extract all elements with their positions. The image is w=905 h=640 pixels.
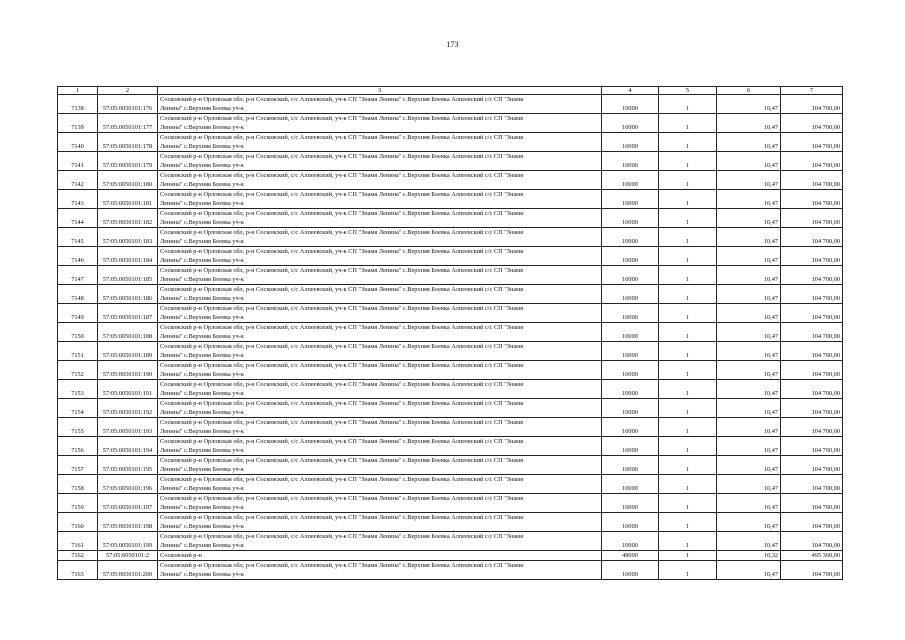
rate-cell: 10,47 <box>717 561 781 580</box>
table-row <box>58 380 843 399</box>
rate-cell: 10,47 <box>717 513 781 532</box>
table-row <box>58 399 843 418</box>
rate-cell: 10,47 <box>717 380 781 399</box>
row-number-cell: 7161 <box>58 532 98 551</box>
total-cell: 104 700,00 <box>781 171 843 190</box>
description-cell <box>158 95 602 114</box>
total-cell: 104 700,00 <box>781 152 843 171</box>
table-row <box>58 513 843 532</box>
description-cell <box>158 475 602 494</box>
area-cell: 10000 <box>602 152 659 171</box>
total-cell: 104 700,00 <box>781 561 843 580</box>
area-cell: 10000 <box>602 114 659 133</box>
area-cell: 10000 <box>602 342 659 361</box>
total-cell: 104 700,00 <box>781 95 843 114</box>
total-cell: 104 700,00 <box>781 285 843 304</box>
description-line-2: Ленина" с.Верхняя Боевка уч-к <box>160 219 244 226</box>
description-line-2: Ленина" с.Верхняя Боевка уч-к <box>160 523 244 530</box>
total-cell: 104 700,00 <box>781 133 843 152</box>
count-cell: 1 <box>659 342 717 361</box>
table-row <box>58 494 843 513</box>
area-cell: 10000 <box>602 95 659 114</box>
rate-cell: 10,47 <box>717 171 781 190</box>
description-cell <box>158 494 602 513</box>
cadastral-number-cell: 57:05:0050101:191 <box>98 380 158 399</box>
row-number-cell: 7140 <box>58 133 98 152</box>
area-cell: 10000 <box>602 494 659 513</box>
count-cell: 1 <box>659 418 717 437</box>
description-cell <box>158 152 602 171</box>
description-line-1: Сосковский р-н Орловская обл, р-н Сосковский, с/с Алпеевский, уч-к СП "Знамя Ленина" с.Верхняя Боевка Алпеевский с/с СП "Знамя <box>160 381 524 388</box>
description-line-2: Ленина" с.Верхняя Боевка уч-к <box>160 105 244 112</box>
cadastral-number-cell: 57:05:0050101:194 <box>98 437 158 456</box>
description-line-1: Сосковский р-н Орловская обл, р-н Сосковский, с/с Алпеевский, уч-к СП "Знамя Ленина" с.Верхняя Боевка Алпеевский с/с СП "Знамя <box>160 400 524 407</box>
description-line-1: Сосковский р-н Орловская обл, р-н Сосковский, с/с Алпеевский, уч-к СП "Знамя Ленина" с.Верхняя Боевка Алпеевский с/с СП "Знамя <box>160 248 524 255</box>
rate-cell: 10,47 <box>717 209 781 228</box>
count-cell: 1 <box>659 171 717 190</box>
description-line-2: Ленина" с.Верхняя Боевка уч-к <box>160 143 244 150</box>
description-cell <box>158 133 602 152</box>
row-number-cell: 7162 <box>58 551 98 561</box>
table-row <box>58 266 843 285</box>
description-line-1: Сосковский р-н Орловская обл, р-н Сосковский, с/с Алпеевский, уч-к СП "Знамя Ленина" с.Верхняя Боевка Алпеевский с/с СП "Знамя <box>160 562 524 569</box>
description-line-1: Сосковский р-н Орловская обл, р-н Сосковский, с/с Алпеевский, уч-к СП "Знамя Ленина" с.Верхняя Боевка Алпеевский с/с СП "Знамя <box>160 324 524 331</box>
description-line-1: Сосковский р-н Орловская обл, р-н Сосковский, с/с Алпеевский, уч-к СП "Знамя Ленина" с.Верхняя Боевка Алпеевский с/с СП "Знамя <box>160 96 524 103</box>
count-cell: 1 <box>659 304 717 323</box>
description-cell <box>158 361 602 380</box>
count-cell: 1 <box>659 399 717 418</box>
count-cell: 1 <box>659 228 717 247</box>
count-cell: 1 <box>659 285 717 304</box>
description-line-1: Сосковский р-н Орловская обл, р-н Сосковский, с/с Алпеевский, уч-к СП "Знамя Ленина" с.Верхняя Боевка Алпеевский с/с СП "Знамя <box>160 362 524 369</box>
column-header-1: 1 <box>58 87 98 95</box>
rate-cell: 10,47 <box>717 266 781 285</box>
description-line-2: Ленина" с.Верхняя Боевка уч-к <box>160 257 244 264</box>
description-line-2: Ленина" с.Верхняя Боевка уч-к <box>160 276 244 283</box>
total-cell: 104 700,00 <box>781 247 843 266</box>
row-number-cell: 7148 <box>58 285 98 304</box>
count-cell: 1 <box>659 247 717 266</box>
rate-cell: 10,47 <box>717 285 781 304</box>
cadastral-number-cell: 57:05:0050101:187 <box>98 304 158 323</box>
rate-cell: 10,47 <box>717 342 781 361</box>
table-row <box>58 304 843 323</box>
table-row <box>58 532 843 551</box>
cadastral-number-cell: 57:05:0050101:2 <box>98 551 158 561</box>
row-number-cell: 7145 <box>58 228 98 247</box>
cadastral-number-cell: 57:05:0050101:176 <box>98 95 158 114</box>
count-cell: 1 <box>659 323 717 342</box>
description-line-1: Сосковский р-н Орловская обл, р-н Сосковский, с/с Алпеевский, уч-к СП "Знамя Ленина" с.Верхняя Боевка Алпеевский с/с СП "Знамя <box>160 419 524 426</box>
description-line-2: Ленина" с.Верхняя Боевка уч-к <box>160 238 244 245</box>
column-header-3: 3 <box>158 87 602 95</box>
row-number-cell: 7157 <box>58 456 98 475</box>
area-cell: 10000 <box>602 399 659 418</box>
area-cell: 10000 <box>602 304 659 323</box>
description-line-2: Ленина" с.Верхняя Боевка уч-к <box>160 295 244 302</box>
row-number-cell: 7160 <box>58 513 98 532</box>
area-cell: 10000 <box>602 209 659 228</box>
count-cell: 1 <box>659 152 717 171</box>
rate-cell: 10,47 <box>717 399 781 418</box>
total-cell: 104 700,00 <box>781 437 843 456</box>
area-cell: 10000 <box>602 228 659 247</box>
cadastral-number-cell: 57:05:0050101:190 <box>98 361 158 380</box>
count-cell: 1 <box>659 475 717 494</box>
description-line-1: Сосковский р-н Орловская обл, р-н Сосковский, с/с Алпеевский, уч-к СП "Знамя Ленина" с.Верхняя Боевка Алпеевский с/с СП "Знамя <box>160 438 524 445</box>
count-cell: 1 <box>659 532 717 551</box>
description-line-1: Сосковский р-н Орловская обл, р-н Сосковский, с/с Алпеевский, уч-к СП "Знамя Ленина" с.Верхняя Боевка Алпеевский с/с СП "Знамя <box>160 210 524 217</box>
total-cell: 104 700,00 <box>781 266 843 285</box>
description-line-2: Ленина" с.Верхняя Боевка уч-к <box>160 504 244 511</box>
table-row <box>58 551 843 561</box>
total-cell: 104 700,00 <box>781 513 843 532</box>
count-cell: 1 <box>659 561 717 580</box>
area-cell: 10000 <box>602 561 659 580</box>
column-header-5: 5 <box>659 87 717 95</box>
table-row <box>58 209 843 228</box>
description-cell <box>158 551 602 561</box>
description-line-2: Ленина" с.Верхняя Боевка уч-к <box>160 447 244 454</box>
description-line-2: Ленина" с.Верхняя Боевка уч-к <box>160 200 244 207</box>
description-line-2: Ленина" с.Верхняя Боевка уч-к <box>160 428 244 435</box>
description-line-1: Сосковский р-н Орловская обл, р-н Сосковский, с/с Алпеевский, уч-к СП "Знамя Ленина" с.Верхняя Боевка Алпеевский с/с СП "Знамя <box>160 134 524 141</box>
row-number-cell: 7154 <box>58 399 98 418</box>
count-cell: 1 <box>659 190 717 209</box>
description-line-2: Ленина" с.Верхняя Боевка уч-к <box>160 542 244 549</box>
land-register-table <box>57 86 843 580</box>
cadastral-number-cell: 57:05:0050101:193 <box>98 418 158 437</box>
description-line-2: Ленина" с.Верхняя Боевка уч-к <box>160 124 244 131</box>
count-cell: 1 <box>659 494 717 513</box>
area-cell: 10000 <box>602 266 659 285</box>
count-cell: 1 <box>659 266 717 285</box>
total-cell: 104 700,00 <box>781 475 843 494</box>
description-line-2: Ленина" с.Верхняя Боевка уч-к <box>160 409 244 416</box>
description-line-1: Сосковский р-н Орловская обл, р-н Сосковский, с/с Алпеевский, уч-к СП "Знамя Ленина" с.Верхняя Боевка Алпеевский с/с СП "Знамя <box>160 172 524 179</box>
row-number-cell: 7163 <box>58 561 98 580</box>
total-cell: 104 700,00 <box>781 418 843 437</box>
area-cell: 10000 <box>602 475 659 494</box>
rate-cell: 10,32 <box>717 551 781 561</box>
description-cell <box>158 380 602 399</box>
rate-cell: 10,47 <box>717 190 781 209</box>
table-row <box>58 437 843 456</box>
table-row <box>58 342 843 361</box>
description-line-1: Сосковский р-н Орловская обл, р-н Сосковский, с/с Алпеевский, уч-к СП "Знамя Ленина" с.Верхняя Боевка Алпеевский с/с СП "Знамя <box>160 476 524 483</box>
row-number-cell: 7153 <box>58 380 98 399</box>
table-row <box>58 152 843 171</box>
description-line-2: Ленина" с.Верхняя Боевка уч-к <box>160 333 244 340</box>
count-cell: 1 <box>659 380 717 399</box>
row-number-cell: 7156 <box>58 437 98 456</box>
description-line-2: Ленина" с.Верхняя Боевка уч-к <box>160 181 244 188</box>
table-row <box>58 171 843 190</box>
count-cell: 1 <box>659 209 717 228</box>
total-cell: 104 700,00 <box>781 456 843 475</box>
area-cell: 48000 <box>602 551 659 561</box>
area-cell: 10000 <box>602 380 659 399</box>
description-line-1: Сосковский р-н Орловская обл, р-н Сосковский, с/с Алпеевский, уч-к СП "Знамя Ленина" с.Верхняя Боевка Алпеевский с/с СП "Знамя <box>160 229 524 236</box>
area-cell: 10000 <box>602 513 659 532</box>
description-cell <box>158 209 602 228</box>
description-cell <box>158 342 602 361</box>
area-cell: 10000 <box>602 323 659 342</box>
count-cell: 1 <box>659 513 717 532</box>
rate-cell: 10,47 <box>717 494 781 513</box>
rate-cell: 10,47 <box>717 247 781 266</box>
table-row <box>58 114 843 133</box>
rate-cell: 10,47 <box>717 152 781 171</box>
description-line-2: Ленина" с.Верхняя Боевка уч-к <box>160 162 244 169</box>
area-cell: 10000 <box>602 133 659 152</box>
cadastral-number-cell: 57:05:0050101:186 <box>98 285 158 304</box>
total-cell: 104 700,00 <box>781 114 843 133</box>
area-cell: 10000 <box>602 190 659 209</box>
table-row <box>58 190 843 209</box>
description-cell <box>158 561 602 580</box>
area-cell: 10000 <box>602 456 659 475</box>
table-row <box>58 323 843 342</box>
total-cell: 104 700,00 <box>781 532 843 551</box>
cadastral-number-cell: 57:05:0050101:199 <box>98 532 158 551</box>
description-line-1: Сосковский р-н Орловская обл, р-н Сосковский, с/с Алпеевский, уч-к СП "Знамя Ленина" с.Верхняя Боевка Алпеевский с/с СП "Знамя <box>160 191 524 198</box>
row-number-cell: 7141 <box>58 152 98 171</box>
description-line-1: Сосковский р-н Орловская обл, р-н Сосковский, с/с Алпеевский, уч-к СП "Знамя Ленина" с.Верхняя Боевка Алпеевский с/с СП "Знамя <box>160 153 524 160</box>
cadastral-number-cell: 57:05:0050101:195 <box>98 456 158 475</box>
cadastral-number-cell: 57:05:0050101:178 <box>98 133 158 152</box>
table-row <box>58 285 843 304</box>
description-cell <box>158 532 602 551</box>
area-cell: 10000 <box>602 437 659 456</box>
total-cell: 104 700,00 <box>781 399 843 418</box>
rate-cell: 10,47 <box>717 133 781 152</box>
description-cell <box>158 399 602 418</box>
table-row <box>58 95 843 114</box>
cadastral-number-cell: 57:05:0050101:192 <box>98 399 158 418</box>
description-line-1: Сосковский р-н Орловская обл, р-н Сосковский, с/с Алпеевский, уч-к СП "Знамя Ленина" с.Верхняя Боевка Алпеевский с/с СП "Знамя <box>160 514 524 521</box>
rate-cell: 10,47 <box>717 304 781 323</box>
table-row <box>58 247 843 266</box>
count-cell: 1 <box>659 133 717 152</box>
description-cell <box>158 171 602 190</box>
row-number-cell: 7143 <box>58 190 98 209</box>
rate-cell: 10,47 <box>717 418 781 437</box>
table-body <box>58 95 843 580</box>
table-row <box>58 418 843 437</box>
description-line-1: Сосковский р-н Орловская обл, р-н Сосковский, с/с Алпеевский, уч-к СП "Знамя Ленина" с.Верхняя Боевка Алпеевский с/с СП "Знамя <box>160 457 524 464</box>
count-cell: 1 <box>659 95 717 114</box>
description-line-2: Ленина" с.Верхняя Боевка уч-к <box>160 314 244 321</box>
rate-cell: 10,47 <box>717 456 781 475</box>
cadastral-number-cell: 57:05:0050101:180 <box>98 171 158 190</box>
row-number-cell: 7151 <box>58 342 98 361</box>
table-row <box>58 228 843 247</box>
row-number-cell: 7139 <box>58 114 98 133</box>
rate-cell: 10,47 <box>717 532 781 551</box>
cadastral-number-cell: 57:05:0050101:185 <box>98 266 158 285</box>
cadastral-number-cell: 57:05:0050101:200 <box>98 561 158 580</box>
description-cell <box>158 456 602 475</box>
area-cell: 10000 <box>602 361 659 380</box>
total-cell: 104 700,00 <box>781 380 843 399</box>
cadastral-number-cell: 57:05:0050101:177 <box>98 114 158 133</box>
description-line-1: Сосковский р-н Орловская обл, р-н Сосковский, с/с Алпеевский, уч-к СП "Знамя Ленина" с.Верхняя Боевка Алпеевский с/с СП "Знамя <box>160 343 524 350</box>
description-line-1: Сосковский р-н Орловская обл, р-н Сосковский, с/с Алпеевский, уч-к СП "Знамя Ленина" с.Верхняя Боевка Алпеевский с/с СП "Знамя <box>160 286 524 293</box>
description-cell <box>158 437 602 456</box>
description-cell <box>158 190 602 209</box>
row-number-cell: 7150 <box>58 323 98 342</box>
area-cell: 10000 <box>602 247 659 266</box>
description-line-1: Сосковский р-н Орловская обл, р-н Сосковский, с/с Алпеевский, уч-к СП "Знамя Ленина" с.Верхняя Боевка Алпеевский с/с СП "Знамя <box>160 533 524 540</box>
cadastral-number-cell: 57:05:0050101:184 <box>98 247 158 266</box>
row-number-cell: 7147 <box>58 266 98 285</box>
rate-cell: 10,47 <box>717 114 781 133</box>
cadastral-number-cell: 57:05:0050101:179 <box>98 152 158 171</box>
rate-cell: 10,47 <box>717 361 781 380</box>
cadastral-number-cell: 57:05:0050101:183 <box>98 228 158 247</box>
rate-cell: 10,47 <box>717 475 781 494</box>
description-line-2: Ленина" с.Верхняя Боевка уч-к <box>160 371 244 378</box>
table-row <box>58 456 843 475</box>
count-cell: 1 <box>659 456 717 475</box>
description-cell <box>158 418 602 437</box>
table-row <box>58 133 843 152</box>
description-line-2: Ленина" с.Верхняя Боевка уч-к <box>160 352 244 359</box>
row-number-cell: 7149 <box>58 304 98 323</box>
total-cell: 104 700,00 <box>781 494 843 513</box>
row-number-cell: 7152 <box>58 361 98 380</box>
total-cell: 104 700,00 <box>781 228 843 247</box>
description-cell <box>158 114 602 133</box>
cadastral-number-cell: 57:05:0050101:188 <box>98 323 158 342</box>
row-number-cell: 7146 <box>58 247 98 266</box>
column-header-6: 6 <box>717 87 781 95</box>
description-line-2: Ленина" с.Верхняя Боевка уч-к <box>160 571 244 578</box>
description-cell <box>158 323 602 342</box>
cadastral-number-cell: 57:05:0050101:181 <box>98 190 158 209</box>
description-cell <box>158 247 602 266</box>
row-number-cell: 7138 <box>58 95 98 114</box>
total-cell: 104 700,00 <box>781 304 843 323</box>
rate-cell: 10,47 <box>717 95 781 114</box>
table-row <box>58 561 843 580</box>
total-cell: 104 700,00 <box>781 190 843 209</box>
description-line-1: Сосковский р-н Орловская обл, р-н Сосковский, с/с Алпеевский, уч-к СП "Знамя Ленина" с.Верхняя Боевка Алпеевский с/с СП "Знамя <box>160 305 524 312</box>
table-row <box>58 475 843 494</box>
description-cell <box>158 513 602 532</box>
cadastral-number-cell: 57:05:0050101:182 <box>98 209 158 228</box>
description-line-1: Сосковский р-н Орловская обл, р-н Сосковский, с/с Алпеевский, уч-к СП "Знамя Ленина" с.Верхняя Боевка Алпеевский с/с СП "Знамя <box>160 267 524 274</box>
row-number-cell: 7159 <box>58 494 98 513</box>
cadastral-number-cell: 57:05:0050101:189 <box>98 342 158 361</box>
total-cell: 104 700,00 <box>781 342 843 361</box>
description-line-2: Ленина" с.Верхняя Боевка уч-к <box>160 485 244 492</box>
row-number-cell: 7144 <box>58 209 98 228</box>
description-cell <box>158 304 602 323</box>
count-cell: 1 <box>659 114 717 133</box>
cadastral-number-cell: 57:05:0050101:197 <box>98 494 158 513</box>
row-number-cell: 7155 <box>58 418 98 437</box>
description-line-2: Ленина" с.Верхняя Боевка уч-к <box>160 466 244 473</box>
table-row <box>58 361 843 380</box>
column-header-7: 7 <box>781 87 843 95</box>
description-cell <box>158 285 602 304</box>
cadastral-number-cell: 57:05:0050101:196 <box>98 475 158 494</box>
area-cell: 10000 <box>602 171 659 190</box>
description-cell <box>158 228 602 247</box>
description-line-2: Ленина" с.Верхняя Боевка уч-к <box>160 390 244 397</box>
rate-cell: 10,47 <box>717 437 781 456</box>
total-cell: 104 700,00 <box>781 209 843 228</box>
rate-cell: 10,47 <box>717 228 781 247</box>
column-header-2: 2 <box>98 87 158 95</box>
count-cell: 1 <box>659 361 717 380</box>
total-cell: 104 700,00 <box>781 361 843 380</box>
column-header-4: 4 <box>602 87 659 95</box>
total-cell: 495 360,00 <box>781 551 843 561</box>
total-cell: 104 700,00 <box>781 323 843 342</box>
description-line-1: Сосковский р-н Орловская обл, р-н Сосковский, с/с Алпеевский, уч-к СП "Знамя Ленина" с.Верхняя Боевка Алпеевский с/с СП "Знамя <box>160 115 524 122</box>
description-line-1: Сосковский р-н <box>160 552 202 559</box>
area-cell: 10000 <box>602 418 659 437</box>
description-cell <box>158 266 602 285</box>
rate-cell: 10,47 <box>717 323 781 342</box>
cadastral-number-cell: 57:05:0050101:198 <box>98 513 158 532</box>
count-cell: 1 <box>659 437 717 456</box>
area-cell: 10000 <box>602 285 659 304</box>
area-cell: 10000 <box>602 532 659 551</box>
description-line-1: Сосковский р-н Орловская обл, р-н Сосковский, с/с Алпеевский, уч-к СП "Знамя Ленина" с.Верхняя Боевка Алпеевский с/с СП "Знамя <box>160 495 524 502</box>
row-number-cell: 7142 <box>58 171 98 190</box>
table-header-row <box>58 87 843 95</box>
page-number: 173 <box>446 40 459 49</box>
row-number-cell: 7158 <box>58 475 98 494</box>
count-cell: 1 <box>659 551 717 561</box>
